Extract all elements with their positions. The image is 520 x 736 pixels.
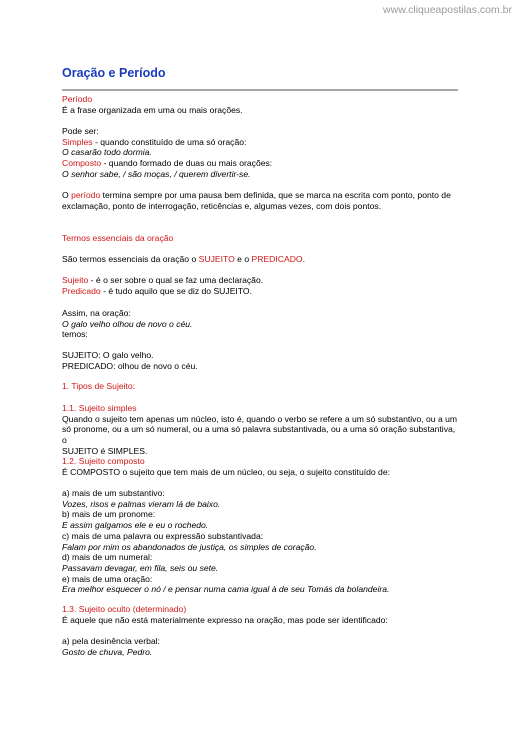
site-url: www.cliqueapostilas.com.br — [383, 4, 512, 16]
simples-label: Simples — [62, 136, 93, 147]
s12-c: c) mais de uma palavra ou expressão substantivada: — [62, 530, 264, 541]
termos-section — [62, 233, 462, 244]
termos-predicado: PREDICADO — [251, 254, 303, 264]
composto-line — [62, 158, 462, 169]
periodo-definition: É a frase organizada em uma ou mais orações. — [62, 104, 243, 115]
composto-label: Composto — [62, 158, 102, 169]
periodo-heading: Período — [62, 94, 93, 104]
s13-list — [62, 636, 462, 657]
periodo-word: período — [71, 190, 101, 200]
simples-example: O casarão todo dormia. — [62, 147, 152, 158]
sujeito-simples-section — [62, 403, 462, 457]
sujeito-oculto-section — [62, 604, 462, 625]
termos-heading: Termos essenciais da oração — [62, 233, 174, 243]
analysis-block — [62, 350, 462, 371]
s11-line-2: só pronome, ou a um só numeral, ou a uma só palavra substantivada, ou a uma só oração substantiva, o — [62, 424, 456, 446]
s12-a-example: Vozes, risos e palmas vieram lá de baixo. — [62, 498, 221, 509]
simples-line — [62, 137, 462, 148]
s12-e: e) mais de uma oração: — [62, 573, 153, 584]
simples-text: - quando constituído de uma só oração: — [92, 136, 247, 147]
periodo-paragraph-line-2: exclamação, ponto de interrogação, reticências e, algumas vezes, com dois pontos. — [62, 200, 382, 211]
s12-c-example: Falam por mim os abandonados de justiça, os simples de coração. — [62, 541, 317, 552]
s12-e-example: Era melhor esquecer o nó / e pensar numa cama igual à de seu Tomás da bolandeira. — [62, 584, 390, 595]
pode-ser-label: Pode ser: — [62, 126, 99, 136]
sujeito-analysis: SUJEITO: O galo velho. — [62, 350, 154, 360]
sujeito-definition: Sujeito - é o ser sobre o qual se faz uma declaração. — [62, 275, 264, 285]
s12-d-example: Passavam devagar, em fila, seis ou sete. — [62, 562, 219, 573]
composto-example: O senhor sabe, / são moças, / querem divertir-se. — [62, 168, 251, 179]
termos-intro — [62, 254, 462, 265]
periodo-paragraph — [62, 190, 462, 211]
assim-line: Assim, na oração: — [62, 308, 131, 318]
s12-list — [62, 488, 462, 595]
pode-ser-block — [62, 126, 462, 180]
s13-definition: É aquele que não está materialmente expresso na oração, mas pode ser identificado: — [62, 614, 388, 625]
s13-heading: 1.3. Sujeito oculto (determinado) — [62, 604, 187, 614]
periodo-paragraph-line-1: O período termina sempre por uma pausa bem definida, que se marca na escrita com ponto, ponto de — [62, 190, 451, 200]
sujeito-composto-section — [62, 456, 462, 477]
s13-a-example: Gosto de chuva, Pedro. — [62, 646, 153, 657]
s12-a: a) mais de um substantivo: — [62, 488, 165, 498]
predicado-label: Predicado — [62, 285, 101, 296]
s12-definition: É COMPOSTO o sujeito que tem mais de um núcleo, ou seja, o sujeito constituído de: — [62, 466, 391, 477]
s11-line-1: Quando o sujeito tem apenas um núcleo, isto é, quando o verbo se refere a um só substantivo, ou a um — [62, 413, 458, 424]
s11-heading: 1.1. Sujeito simples — [62, 403, 137, 413]
tipos-section — [62, 381, 462, 392]
tipos-heading: 1. Tipos de Sujeito: — [62, 381, 136, 391]
page-title: Oração e Período — [62, 66, 166, 80]
assim-example: O galo velho olhou de novo o céu. — [62, 318, 193, 329]
s12-b: b) mais de um pronome: — [62, 509, 156, 520]
s12-d: d) mais de um numeral: — [62, 552, 153, 563]
title-divider — [62, 89, 458, 91]
periodo-section — [62, 94, 462, 115]
s12-heading: 1.2. Sujeito composto — [62, 456, 145, 466]
composto-text: - quando formado de duas ou mais orações: — [101, 158, 273, 169]
temos-line: temos: — [62, 329, 88, 340]
predicado-definition: Predicado - é tudo aquilo que se diz do SUJEITO. — [62, 285, 252, 296]
definitions-block — [62, 275, 462, 296]
assim-block — [62, 308, 462, 340]
s11-line-3: SUJEITO é SIMPLES. — [62, 445, 148, 456]
predicado-analysis: PREDICADO: olhou de novo o céu. — [62, 360, 198, 371]
termos-sujeito: SUJEITO — [198, 254, 235, 264]
termos-line: São termos essenciais da oração o SUJEITO e o PREDICADO. — [62, 254, 305, 264]
s12-b-example: E assim galgamos ele e eu o rochedo. — [62, 520, 209, 531]
s13-a: a) pela desinência verbal: — [62, 636, 160, 646]
sujeito-label: Sujeito — [62, 275, 89, 285]
